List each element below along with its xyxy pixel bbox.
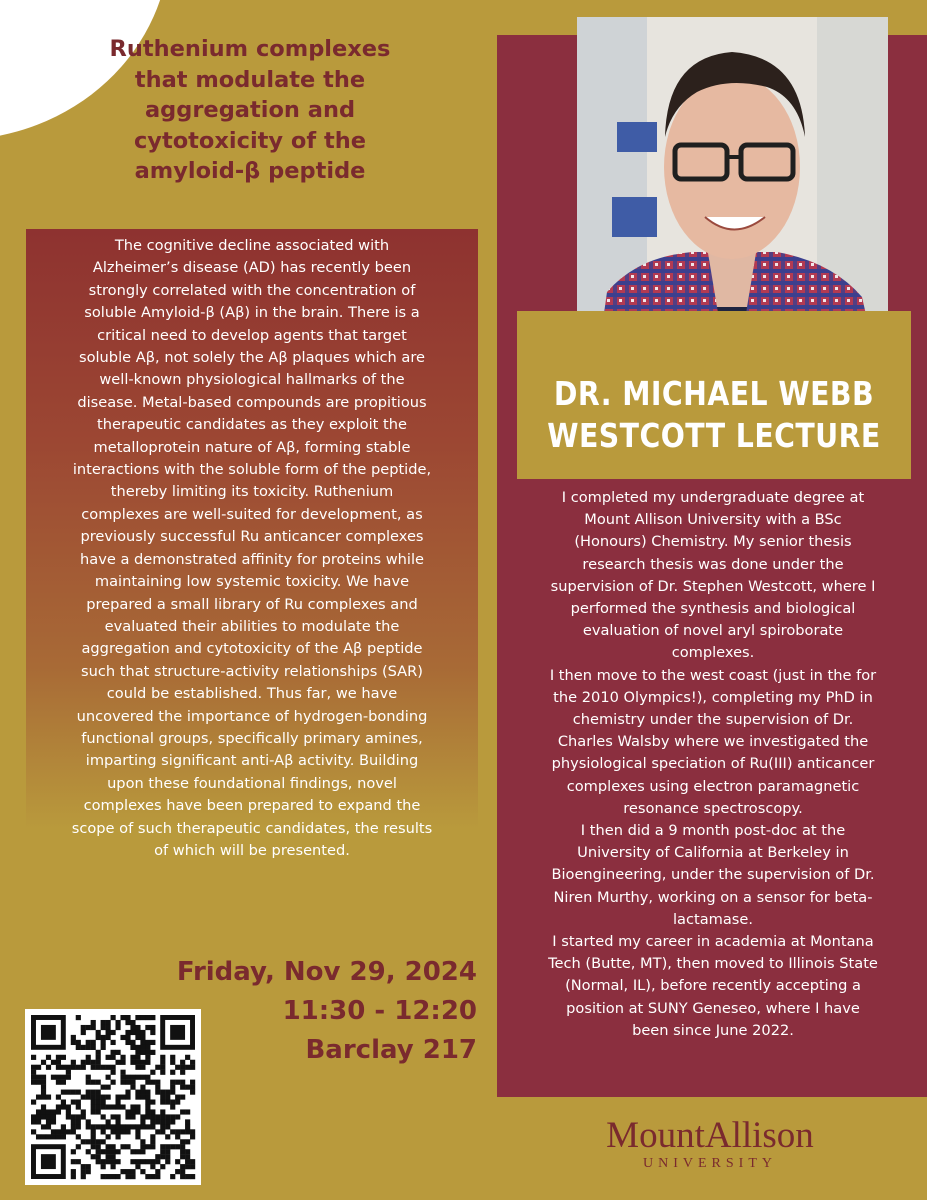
abstract-line: complexes have been prepared to expand the	[83, 797, 421, 815]
qr-code[interactable]	[25, 1009, 201, 1185]
abstract-line: imparting significant anti-Aβ activity. Building	[85, 752, 419, 770]
event-location: Barclay 217	[305, 1035, 477, 1065]
bio-line: been since June 2022.	[632, 1021, 794, 1039]
abstract-line: complexes are well-suited for development, as	[81, 505, 423, 523]
bio-line: University of California at Berkeley in	[577, 844, 849, 862]
logo-subtitle: UNIVERSITY	[643, 1156, 777, 1171]
speaker-name-box	[517, 311, 911, 479]
abstract-text	[26, 235, 478, 862]
speaker-bio	[505, 487, 921, 1042]
abstract-line: of which will be presented.	[154, 841, 350, 859]
abstract-line: prepared a small library of Ru complexes and	[86, 595, 418, 613]
bio-line: Mount Allison University with a BSc	[584, 511, 842, 529]
bio-line: Niren Murthy, working on a sensor for beta-	[553, 888, 873, 906]
abstract-line: evaluated their abilities to modulate the	[104, 617, 400, 635]
title-line: Ruthenium complexes	[109, 36, 391, 62]
abstract-line: metalloprotein nature of Aβ, forming stable	[93, 438, 411, 456]
bio-line: evaluation of novel aryl spiroborate	[582, 622, 844, 640]
bio-line: Charles Walsby where we investigated the	[557, 733, 869, 751]
university-logo	[560, 1115, 860, 1175]
abstract-line: disease. Metal-based compounds are propitious	[77, 393, 427, 411]
bio-line: I then did a 9 month post-doc at the	[580, 822, 846, 840]
abstract-line: maintaining low systemic toxicity. We have	[94, 573, 410, 591]
abstract-line: uncovered the importance of hydrogen-bonding	[76, 707, 428, 725]
bio-line: lactamase.	[672, 910, 754, 928]
abstract-line: soluble Aβ, not solely the Aβ plaques which are	[78, 349, 426, 367]
title-line: cytotoxicity of the	[133, 127, 367, 154]
lecture-name: WESTCOTT LECTURE	[547, 416, 881, 455]
title-line: aggregation and	[144, 97, 356, 123]
bio-line: chemistry under the supervision of Dr.	[572, 711, 854, 729]
qr-code-image	[25, 1009, 201, 1185]
bio-line: research thesis was done under the	[582, 555, 844, 573]
bio-line: complexes using electron paramagnetic	[566, 777, 860, 795]
title-line: amyloid-β peptide	[134, 158, 366, 184]
abstract-line: therapeutic candidates as they exploit the	[97, 416, 407, 434]
abstract-line: previously successful Ru anticancer complexes	[80, 528, 424, 546]
abstract-line: critical need to develop agents that target	[97, 326, 407, 344]
abstract-line: thereby limiting its toxicity. Ruthenium	[110, 483, 394, 501]
talk-title	[40, 34, 460, 187]
abstract-line: scope of such therapeutic candidates, the results	[71, 819, 433, 837]
abstract-line: such that structure-activity relationships (SAR)	[80, 662, 424, 680]
abstract-line: could be established. Thus far, we have	[106, 685, 398, 703]
bio-line: I then move to the west coast (just in the for	[549, 666, 877, 684]
abstract-line: functional groups, specifically primary amines,	[81, 729, 423, 747]
bio-line: (Normal, IL), before recently accepting a	[565, 977, 861, 995]
bio-line: performed the synthesis and biological	[570, 600, 856, 618]
abstract-line: have a demonstrated affinity for proteins while	[80, 550, 424, 568]
bio-line: (Honours) Chemistry. My senior thesis	[574, 533, 852, 551]
abstract-line: upon these foundational findings, novel	[107, 774, 397, 792]
abstract-line: The cognitive decline associated with	[114, 237, 390, 254]
bio-line: supervision of Dr. Stephen Westcott, where I	[550, 577, 876, 595]
event-date: Friday, Nov 29, 2024	[176, 957, 477, 987]
bio-line: resonance spectroscopy.	[623, 799, 803, 817]
bio-line: complexes.	[671, 644, 755, 662]
abstract-box	[26, 229, 478, 935]
title-line: that modulate the	[134, 66, 366, 93]
abstract-line: Alzheimer’s disease (AD) has recently been	[92, 259, 412, 277]
bio-line: I started my career in academia at Montana	[552, 933, 874, 951]
speaker-name: DR. MICHAEL WEBB	[553, 374, 875, 413]
event-time: 11:30 - 12:20	[282, 996, 477, 1026]
bio-line: Tech (Butte, MT), then moved to Illinois State	[548, 955, 878, 973]
abstract-line: interactions with the soluble form of the peptide,	[72, 461, 432, 479]
bio-line: physiological speciation of Ru(III) anticancer	[551, 755, 875, 773]
bio-line: position at SUNY Geneseo, where I have	[566, 999, 860, 1017]
abstract-line: soluble Amyloid-β (Aβ) in the brain. There is a	[84, 304, 420, 322]
bio-line: Bioengineering, under the supervision of Dr.	[551, 866, 875, 884]
event-details	[177, 953, 477, 1070]
abstract-line: aggregation and cytotoxicity of the Aβ peptide	[81, 640, 423, 658]
bio-line: I completed my undergraduate degree at	[561, 489, 865, 506]
logo-wordmark: MountAllison	[606, 1115, 814, 1156]
abstract-line: strongly correlated with the concentration of	[88, 281, 416, 299]
abstract-line: well-known physiological hallmarks of the	[99, 371, 405, 389]
speaker-heading	[545, 373, 884, 457]
bio-line: the 2010 Olympics!), completing my PhD in	[553, 688, 873, 706]
